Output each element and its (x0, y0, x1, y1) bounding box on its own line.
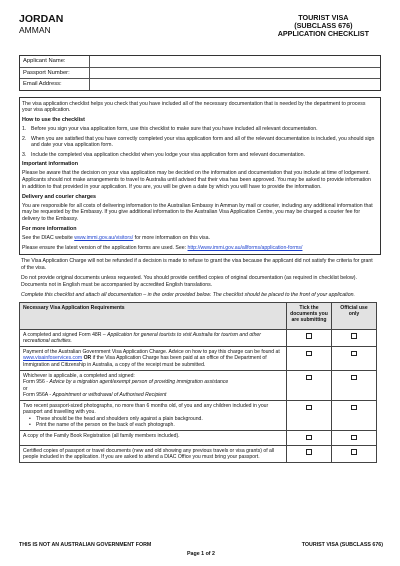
diac-visitors-link[interactable]: www.immi.gov.au/visitors/ (74, 234, 134, 241)
official-checkbox[interactable] (351, 435, 357, 441)
footer-row (19, 542, 383, 548)
footer-form-name: TOURIST VISA (SUBCLASS 676) (301, 542, 383, 548)
more-info-heading: For more information (22, 225, 77, 232)
table-row (20, 431, 377, 445)
step-number: 2. (22, 135, 27, 142)
table-header-row (20, 302, 377, 329)
official-checkbox[interactable] (351, 351, 357, 357)
submit-checkbox[interactable] (306, 375, 312, 381)
important-heading: Important information (22, 161, 78, 168)
form-956a-line (23, 392, 283, 398)
delivery-heading: Delivery and courier charges (22, 193, 97, 200)
title-line-1: TOURIST VISA (298, 13, 349, 22)
requirement-form-48r (20, 329, 287, 347)
city-name: AMMAN (19, 25, 51, 35)
delivery-paragraph: You are responsible for all costs of delivering information to the Australian Embassy in Amman by mail or courier, including any additional information that may be requested by the Embassy. If you give additional information to the Australian Visa Application Centre, you may be charged a courier fee for delivery to the Embassy. (22, 202, 373, 222)
page-number: Page 1 of 2 (187, 551, 215, 557)
requirement-text-cont: if the Visa Application Charge has been paid at an office of the Department of Immigration and Citizenship in Australia, a copy of the receipt must be submitted. (23, 355, 267, 368)
tick-cell (287, 329, 332, 347)
official-checkbox[interactable] (351, 405, 357, 411)
tick-cell (287, 347, 332, 371)
submit-checkbox[interactable] (306, 435, 312, 441)
step-text: Include the completed visa application checklist when you lodge your visa application form and relevant documentation. (31, 151, 305, 158)
official-checkbox[interactable] (351, 449, 357, 455)
title-line-3: APPLICATION CHECKLIST (277, 29, 369, 39)
email-address-label: Email Address: (23, 79, 90, 90)
step-number: 1. (22, 126, 27, 133)
requirement-family-book: A copy of the Family Book Registration (all family members included). (20, 431, 287, 445)
important-paragraph: Please be aware that the decision on your visa application may be decided on the information and documentation that you include at time of lodgement. Applicants should not make arrangements to travel to Australia until advised that their visa has been approved. You may be asked to provide information in addition to that provided in your application. If you are, you will be given a date by which you will have to provide the information. (22, 170, 371, 190)
table-row (20, 371, 377, 401)
bullet-text: Print the name of the person on the back of each photograph. (36, 422, 175, 429)
submit-checkbox[interactable] (306, 405, 312, 411)
bullet-item (23, 422, 283, 428)
bullet-text: These should be the head and shoulders only against a plain background. (36, 415, 203, 422)
requirement-text: A completed and signed Form 48R – (23, 331, 108, 338)
requirement-payment (20, 347, 287, 371)
official-use-column-header: Official use only (332, 302, 377, 329)
more-info-line-2 (22, 245, 376, 252)
form-title: Application for general tourists to visit Australia for tourism and other recreational activities. (23, 331, 261, 344)
step-text: Before you sign your visa application form, use this checklist to make sure that you have included all relevant documentation. (31, 126, 318, 133)
email-address-row[interactable] (20, 79, 380, 90)
bullet-icon: • (29, 422, 31, 429)
requirement-form-956 (20, 371, 287, 401)
requirement-passport-copies: Certified copies of passport or travel documents (new and old showing any previous travels or visa grants) of all people included in the application. If you are asked to attend a DIAC Office you must bring your passport. (20, 445, 287, 463)
form-956a-title: Appointment or withdrawal of Authorised Recipient (52, 391, 167, 398)
table-row (20, 347, 377, 371)
table-row (20, 329, 377, 347)
step-item (22, 136, 376, 149)
post-location (19, 14, 63, 50)
official-cell (332, 431, 377, 445)
step-item (22, 126, 376, 133)
checklist-page (19, 14, 383, 463)
form-956a-label: Form 956A - (23, 391, 53, 398)
requirement-text: Whichever is applicable, a completed and signed: (23, 373, 135, 379)
requirement-text: Payment of the Australian Government Visa Application Charge. Advice on how to pay this charge can be found at (23, 349, 280, 356)
tick-column-header: Tick the documents you are submitting (287, 302, 332, 329)
application-forms-link[interactable]: http://www.immi.gov.au/allforms/application-forms/ (187, 244, 303, 251)
table-row (20, 445, 377, 463)
tick-cell (287, 431, 332, 445)
complete-instruction: Complete this checklist and attach all documentation – in the order provided below. The checklist should be placed to the front of your application. (21, 291, 355, 298)
submit-checkbox[interactable] (306, 333, 312, 339)
more-info-post: for more information on this visa. (134, 234, 210, 241)
more-info-pre: See the DIAC website (22, 234, 73, 241)
or-word: or (23, 385, 28, 392)
information-box (19, 97, 381, 256)
official-cell (332, 401, 377, 431)
official-cell (332, 371, 377, 401)
or-word: OR (83, 355, 92, 362)
intro-paragraph: The visa application checklist helps you check that you have included all of the necessary documentation that is needed by the department to process your visa application. (22, 100, 366, 114)
applicant-details-box (19, 55, 381, 91)
step-number: 3. (22, 151, 27, 158)
document-header (19, 14, 383, 50)
official-cell (332, 347, 377, 371)
applicant-name-label: Applicant Name: (23, 56, 90, 67)
table-row (20, 401, 377, 431)
applicant-name-row[interactable] (20, 56, 380, 68)
originals-note: Do not provide original documents unless requested. You should provide certified copies of original documentation (as required in checklist below). Documents not in English must be accompanied by accredited English translations. (21, 274, 357, 288)
tick-cell (287, 401, 332, 431)
footer-disclaimer: THIS IS NOT AN AUSTRALIAN GOVERNMENT FORM (19, 542, 152, 548)
requirements-table (19, 302, 377, 464)
submit-checkbox[interactable] (306, 351, 312, 357)
step-text: When you are satisfied that you have correctly completed your visa application form and all of the relevant documentation is included, you should sign and date your visa application form. (31, 135, 375, 149)
official-cell (332, 445, 377, 463)
forms-note: Please ensure the latest version of the application forms are used. See: (22, 244, 187, 251)
requirements-column-header: Necessary Visa Application Requirements (20, 302, 287, 329)
official-cell (332, 329, 377, 347)
visainfoservices-link[interactable]: www.visainfoservices.com (23, 355, 83, 362)
refund-note: The Visa Application Charge will not be refunded if a decision is made to refuse to grant the visa because the applicant did not satisfy the criteria for grant of the visa. (21, 258, 373, 271)
tick-cell (287, 371, 332, 401)
form-956-title: Advice by a migration agent/exempt person of providing immigration assistance (49, 379, 229, 386)
official-checkbox[interactable] (351, 375, 357, 381)
bullet-icon: • (29, 415, 31, 422)
how-to-heading: How to use the checklist (22, 117, 85, 124)
official-checkbox[interactable] (351, 333, 357, 339)
step-item (22, 152, 376, 159)
requirement-text: Two recent passport-sized photographs, no more than 6 months old, of you and any children included in your passport and travelling with you. (23, 403, 269, 416)
notes-section (19, 258, 377, 298)
document-title (278, 14, 383, 50)
form-956-label: Form 956 - (23, 379, 50, 386)
title-line-2: (SUBCLASS 676) (294, 21, 353, 31)
tick-cell (287, 445, 332, 463)
passport-number-label: Passport Number: (23, 68, 90, 79)
passport-number-row[interactable] (20, 68, 380, 80)
requirement-photographs (20, 401, 287, 431)
more-info-line-1 (22, 235, 376, 242)
page-footer (19, 542, 383, 557)
submit-checkbox[interactable] (306, 449, 312, 455)
country-name: JORDAN (19, 13, 64, 25)
